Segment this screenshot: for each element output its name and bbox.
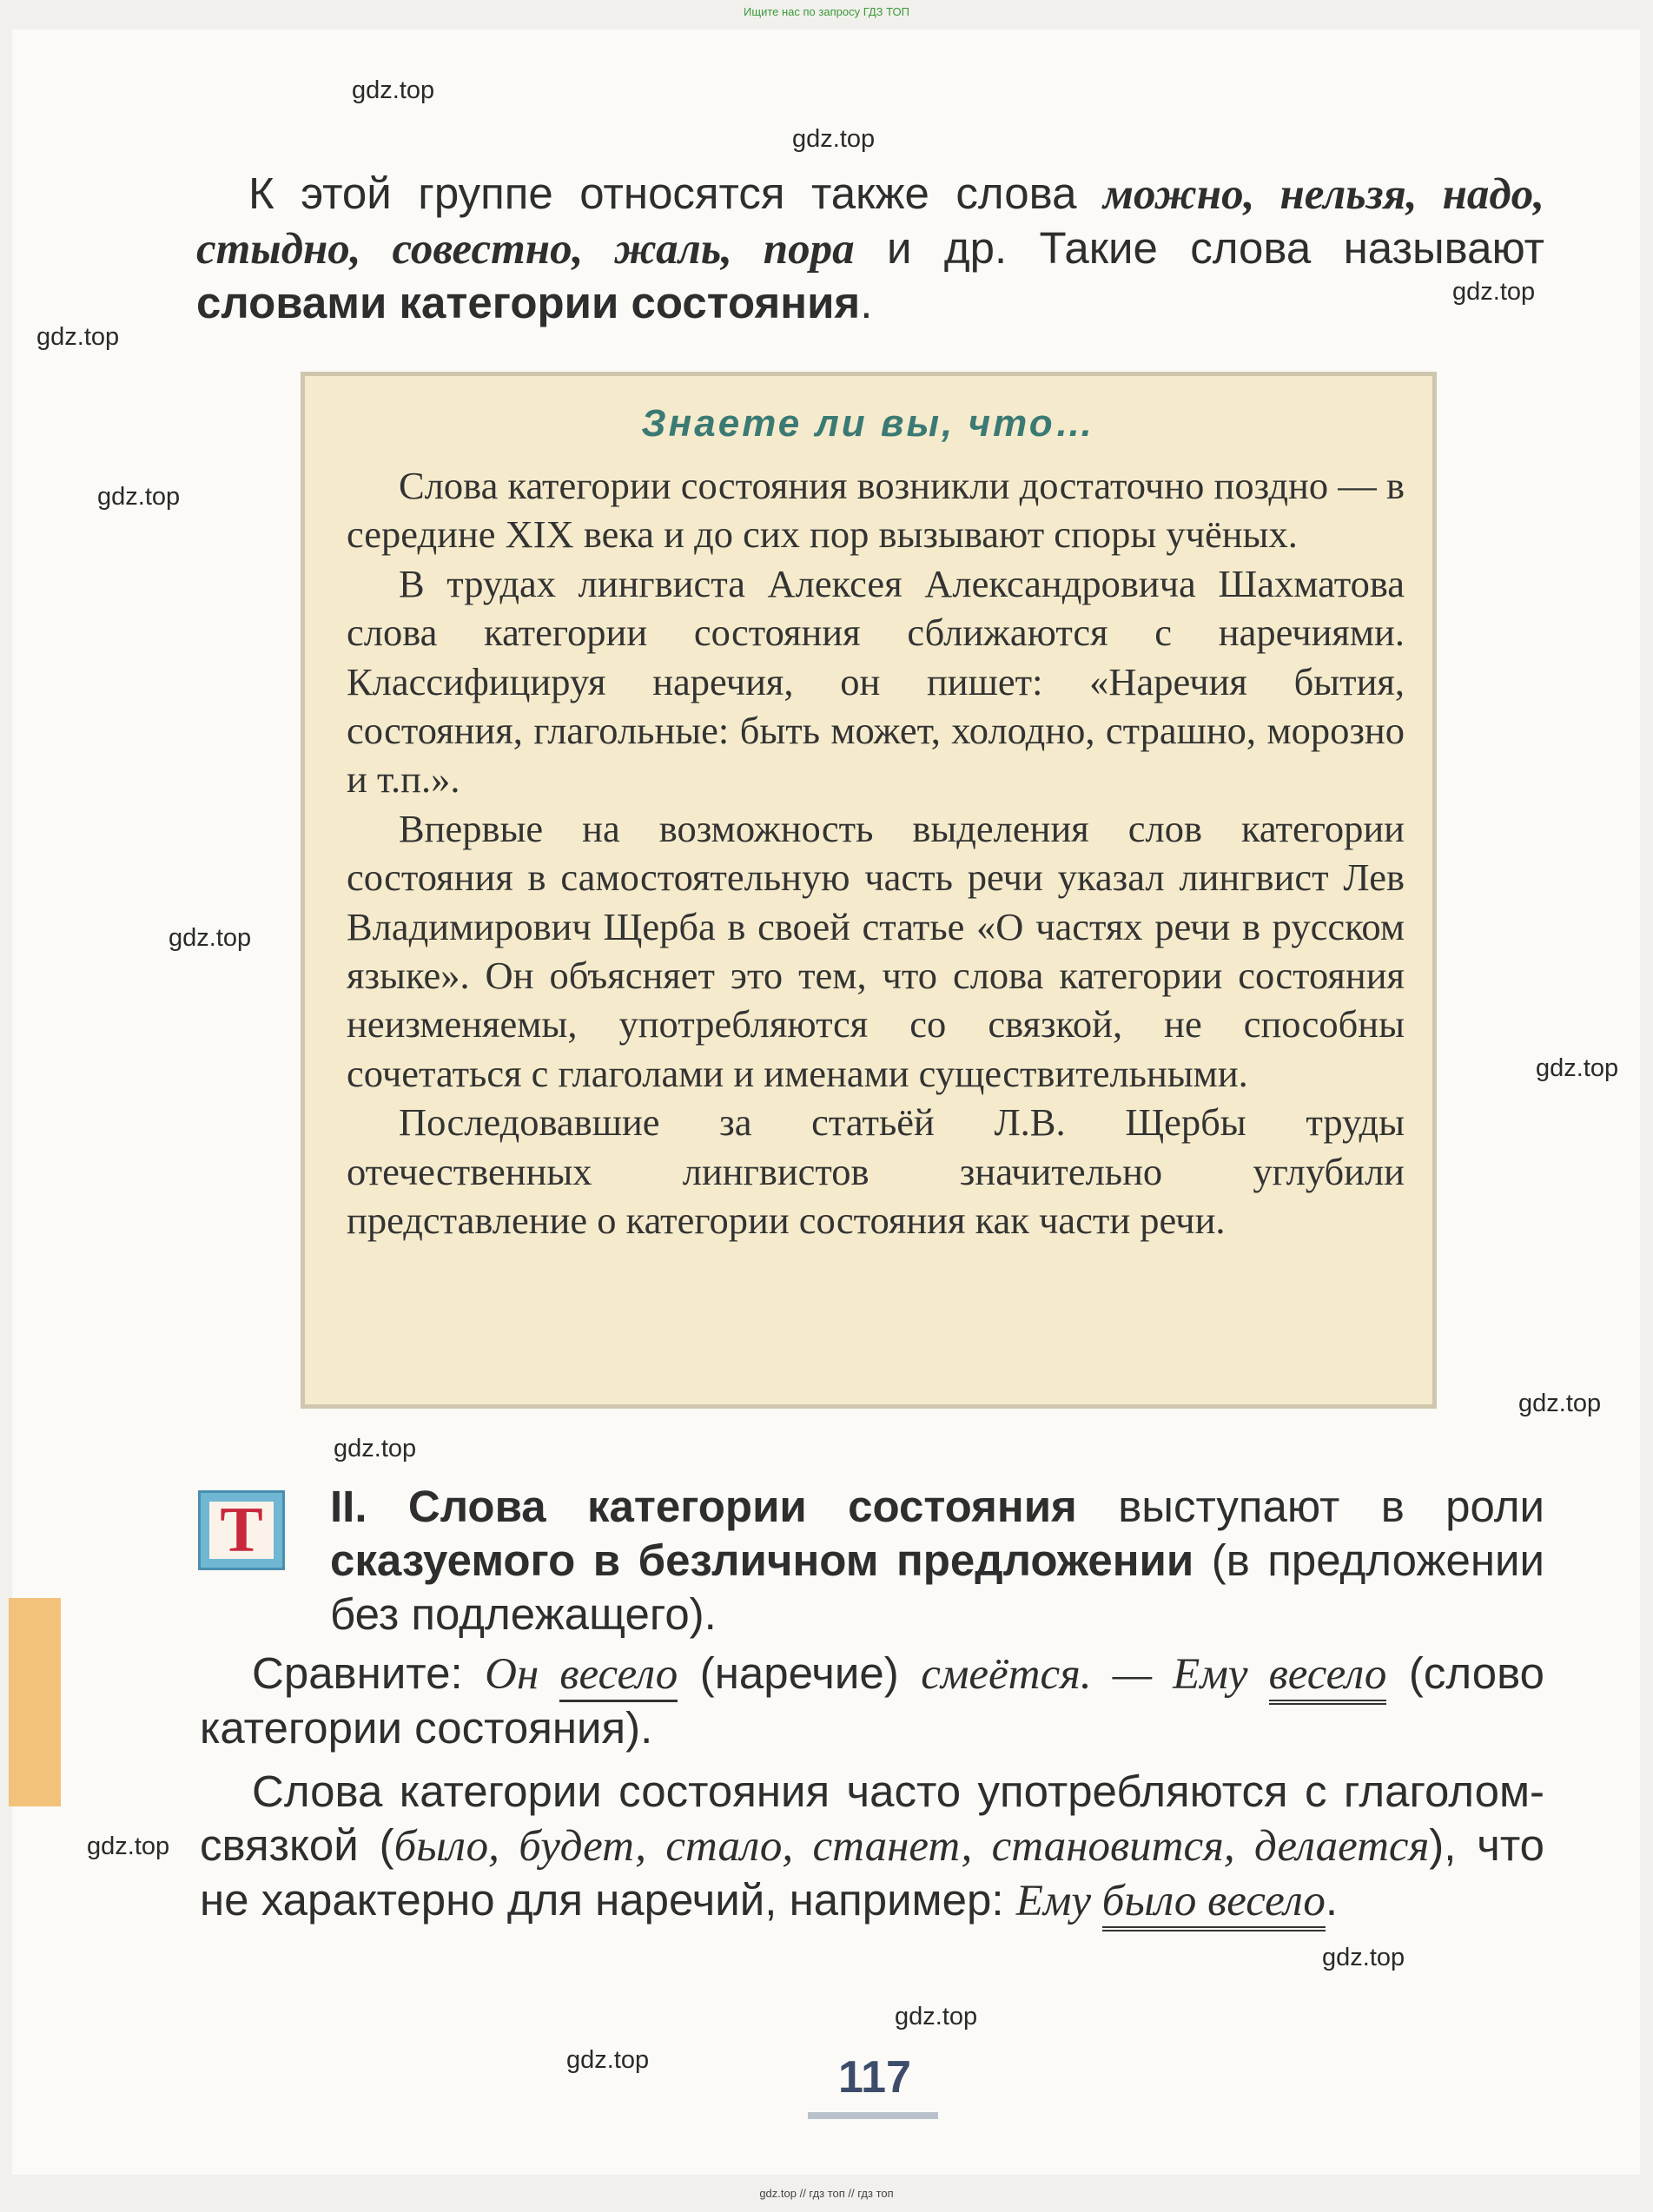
copula-verbs: было, будет, стало, станет, становится, делается (393, 1822, 1430, 1871)
did-you-know-box (301, 372, 1437, 1409)
state-word-example: весело (1269, 1650, 1387, 1705)
side-tab-strip (9, 1598, 61, 1806)
watermark: gdz.top (792, 125, 876, 153)
predicate-example: было весело (1102, 1877, 1326, 1931)
box-paragraph: Впервые на возможность выделения слов категории состояния в самостоятельную часть речи указал лингвист Лев Владимирович Щерба в своей статье «О частях речи в русском языке». Он объясняет это тем, что слова категории состояния неизменяемы, употребляются со связкой, не способны сочетаться с глаголами и именами существительными. (347, 806, 1405, 1095)
top-banner[interactable]: Ищите нас по запросу ГДЗ ТОП (744, 5, 909, 18)
compare-paragraph: Сравните: Он весело (наречие) смеётся. — Ему весело (слово категории состояния). (200, 1648, 1544, 1753)
watermark: gdz.top (36, 323, 120, 351)
box-paragraph: Последовавшие за статьёй Л.В. Щербы труды отечественных лингвистов значительно углубили представление о категории состояния как части речи. (347, 1100, 1405, 1243)
watermark: gdz.top (1322, 1944, 1405, 1971)
adverb-example: весело (559, 1650, 678, 1702)
example-words: можно, нельзя, надо, стыдно, совестно, жаль, пора (196, 170, 1544, 274)
box-paragraph: Слова категории состояния возникли достаточно поздно — в середине XIX века и до сих пор вызывают споры учёных. (347, 464, 1405, 557)
theory-icon (198, 1490, 285, 1570)
watermark: gdz.top (87, 1832, 170, 1860)
page-number-underline (808, 2112, 938, 2119)
theory-icon-letter: Т (209, 1502, 274, 1559)
page-number: 117 (838, 2052, 911, 2103)
watermark: gdz.top (334, 1435, 417, 1463)
watermark: gdz.top (1452, 278, 1536, 306)
bottom-banner[interactable]: gdz.top // гдз топ // гдз топ (759, 2187, 894, 2200)
box-title: Знаете ли вы, что… (641, 402, 1096, 445)
watermark: gdz.top (352, 76, 435, 104)
term: словами категории состояния (196, 278, 861, 327)
watermark: gdz.top (97, 483, 181, 511)
watermark: gdz.top (566, 2046, 650, 2074)
watermark: gdz.top (1536, 1054, 1619, 1082)
watermark: gdz.top (169, 924, 252, 952)
copula-paragraph: Слова категории состояния часто употребляются с глаголом-связкой (было, будет, стало, станет, становится, делается), что не характерно для наречий, например: Ему было весело. (200, 1765, 1544, 1928)
box-body (347, 461, 1405, 1245)
watermark: gdz.top (895, 2003, 978, 2030)
watermark: gdz.top (1518, 1390, 1602, 1417)
theory-paragraph: II. Слова категории состояния выступают в роли сказуемого в безличном предложении (в предложении без подлежащего). (330, 1482, 1545, 1639)
box-paragraph: В трудах лингвиста Алексея Александровича Шахматова слова категории состояния сближаются с наречиями. Классифицируя наречия, он пишет: «Наречия бытия, состояния, глагольные: быть может, холодно, страшно, морозно и т.п.». (347, 561, 1405, 802)
intro-paragraph: К этой группе относятся также слова можно, нельзя, надо, стыдно, совестно, жаль, пора и др. Такие слова называют словами категории состояния. (196, 168, 1544, 327)
